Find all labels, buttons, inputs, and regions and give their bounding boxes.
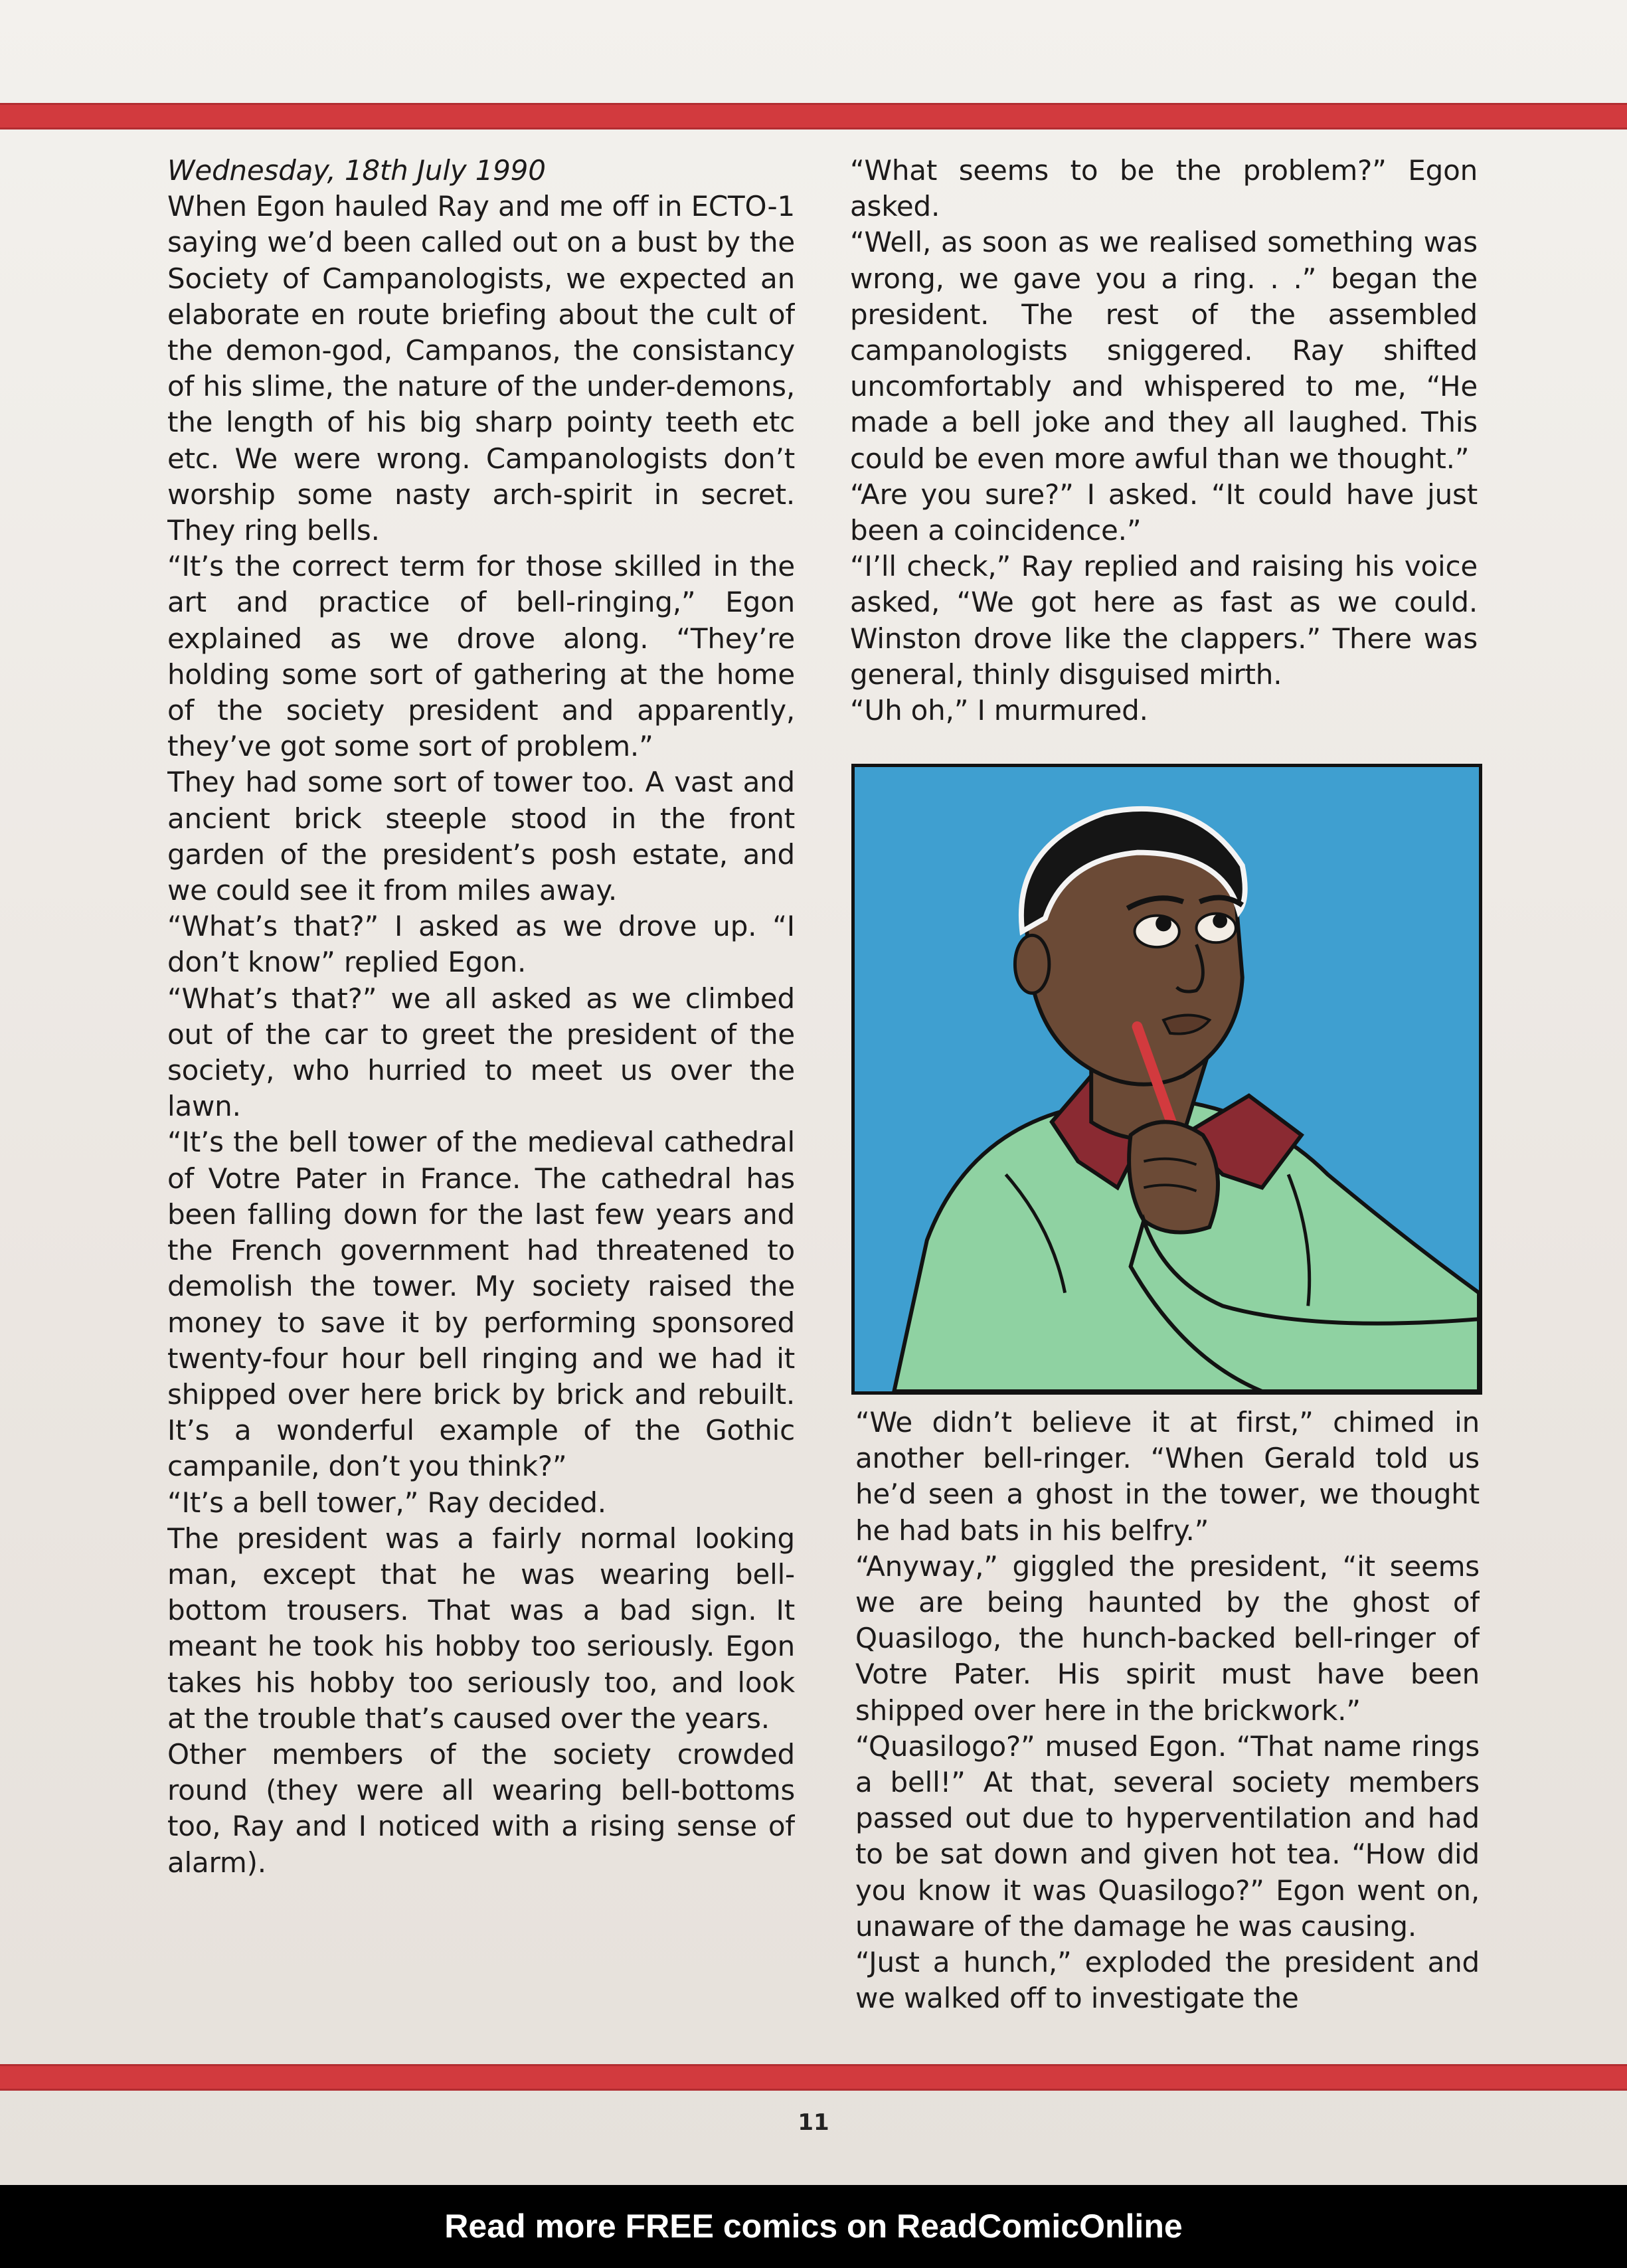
paragraph: “Uh oh,” I murmured. [850,694,1148,727]
top-red-rule [0,103,1627,130]
comic-illustration-panel [851,764,1482,1395]
paragraph: They had some sort of tower too. A vast and ancient brick steeple stood in the front garden of the president’s posh estate, and we could see it from miles away. [167,766,795,907]
paragraph: “We didn’t believe it at first,” chimed in another bell-ringer. “When Gerald told us he’d seen a ghost in the tower, we thought he had bats in his belfry.” [855,1406,1480,1547]
paragraph: “It’s a bell tower,” Ray decided. [167,1486,606,1519]
paragraph: “Are you sure?” I asked. “It could have just been a coincidence.” [850,478,1478,547]
hand [1129,1122,1218,1232]
paragraph: Other members of the society crowded round (they were all wearing bell-bottoms too, Ray and I noticed with a rising sense of alarm). [167,1737,795,1879]
paragraph: When Egon hauled Ray and me off in ECTO-1 saying we’d been called out on a bust by the Society of Campanologists, we expected an elaborate en route briefing about the cult of the demon-god, Campanos, the consistancy of his slime, the nature of the under-demons, the length of his big sharp pointy teeth etc etc. We were wrong. Campanologists don’t worship some nasty arch-spirit in secret. They ring bells. [167,190,795,547]
paragraph: The president was a fairly normal looking man, except that he was wearing bell-bottom trousers. That was a bad sign. It meant he took his hobby too seriously. Egon takes his hobby too seriously too, and look at the trouble that’s caused over the years. [167,1522,795,1735]
winston-illustration [855,767,1479,1391]
ear [1015,935,1049,993]
bottom-red-rule [0,2064,1627,2091]
paragraph: “It’s the correct term for those skilled in the art and practice of bell-ringing,” Egon explained as we drove along. “They’re holding some sort of gathering at the home of the society president and apparently, they’ve got some sort of problem.” [167,550,795,763]
footer-banner[interactable]: Read more FREE comics on ReadComicOnline [0,2185,1627,2268]
page-number: 11 [798,2109,829,2136]
paragraph: “Quasilogo?” mused Egon. “That name rings a bell!” At that, several society members passed out due to hyperventilation and had to be sat down and given hot tea. “How did you know it was Quasilogo?” Egon went on, unaware of the damage he was causing. [855,1729,1480,1943]
paragraph: “Just a hunch,” exploded the president and we walked off to investigate the [855,1946,1480,2015]
paragraph: “What seems to be the problem?” Egon asked. [850,154,1478,223]
article-right-column-top [850,153,1478,764]
paragraph: “I’ll check,” Ray replied and raising his voice asked, “We got here as fast as we could. Winston drove like the clappers.” There was general, thinly disguised mirth. [850,550,1478,691]
article-right-column-bottom [855,1405,1480,2062]
paragraph: “What’s that?” we all asked as we climbed out of the car to greet the president of the society, who hurried to meet us over the lawn. [167,982,795,1123]
article-date: Wednesday, 18th July 1990 [167,154,546,187]
paragraph: “Anyway,” giggled the president, “it seems we are being haunted by the ghost of Quasilogo, the hunch-backed bell-ringer of Votre Pater. His spirit must have been shipped over here in the brickwork.” [855,1549,1480,1727]
paragraph: “Well, as soon as we realised something was wrong, we gave you a ring. . .” began the president. The rest of the assembled campanologists sniggered. Ray shifted uncomfortably and whispered to me, “He made a bell joke and they all laughed. This could be even more awful than we thought.” [850,226,1478,475]
article-left-column [167,153,795,2059]
paragraph: “It’s the bell tower of the medieval cathedral of Votre Pater in France. The cathedral has been falling down for the last few years and the French government had threatened to demolish the tower. My society raised the money to save it by performing sponsored twenty-four hour bell ringing and we had it shipped over here brick by brick and rebuilt. It’s a wonderful example of the Gothic campanile, don’t you think?” [167,1126,795,1483]
paragraph: “What’s that?” I asked as we drove up. “I don’t know” replied Egon. [167,910,795,979]
